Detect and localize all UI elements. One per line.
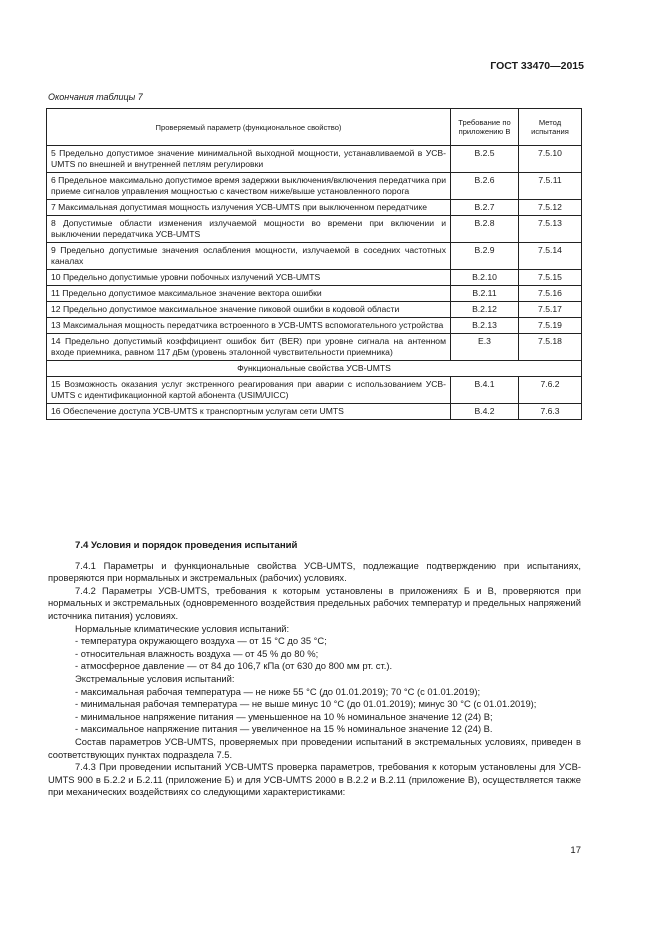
list-item: - максимальная рабочая температура — не ниже 55 °С (до 01.01.2019); 70 °С (с 01.01.2019); [75,685,481,697]
table-row [47,286,582,302]
method-cell: 7.5.19 [519,318,582,334]
paragraph: Экстремальные условия испытаний: [75,672,235,684]
paragraph: 7.4.2 Параметры УСВ-UMTS, требования к которым установлены в приложениях Б и В, проверяются при нормальных и экстремальных (одновременного воздействия предельных рабочих температур и предельных напряжений источника питания) условиях. [48,584,581,621]
requirement-cell: B.2.9 [451,243,519,270]
list-item: - минимальное напряжение питания — уменьшенное на 10 % номинальное значение 12 (24) В; [75,710,493,722]
parameter-cell: 9 Предельно допустимые значения ослабления мощности, излучаемой в соседних частотных каналах [47,243,451,270]
method-cell: 7.5.15 [519,270,582,286]
parameters-table [46,108,582,420]
table-row [47,318,582,334]
parameter-cell: 6 Предельное максимально допустимое время задержки выключения/включения передатчика при приеме сигналов управления мощностью с качеством ниже/выше установленного порога [47,173,451,200]
parameter-cell: 11 Предельно допустимое максимальное значение вектора ошибки [47,286,451,302]
section-7-4 [48,540,581,799]
section-label: Функциональные свойства УСВ-UMTS [47,361,582,377]
header-requirement: Требование по приложению В [451,109,519,146]
list-item: - температура окружающего воздуха — от 15 °С до 35 °С; [75,635,327,647]
requirement-cell: B.2.6 [451,173,519,200]
paragraph: 7.4.1 Параметры и функциональные свойства УСВ-UMTS, подлежащие подтверждению при испытаниях, проверяются при нормальных и экстремальных (рабочих) условиях. [48,559,581,584]
method-cell: 7.5.18 [519,334,582,361]
parameter-cell: 12 Предельно допустимое максимальное значение пиковой ошибки в кодовой области [47,302,451,318]
header-method: Метод испытания [519,109,582,146]
table-row [47,200,582,216]
page-number: 17 [570,845,581,856]
section-title: 7.4 Условия и порядок проведения испытаний [75,540,298,551]
method-cell: 7.5.16 [519,286,582,302]
requirement-cell: B.2.10 [451,270,519,286]
parameter-cell: 7 Максимальная допустимая мощность излучения УСВ-UMTS при выключенном передатчике [47,200,451,216]
requirement-cell: B.2.13 [451,318,519,334]
list-item: - относительная влажность воздуха — от 45 % до 80 %; [75,647,319,659]
requirement-cell: B.2.5 [451,146,519,173]
table-row [47,302,582,318]
list-item: - максимальное напряжение питания — увеличенное на 15 % номинальное значение 12 (24) В. [75,723,493,735]
table-header-row [47,109,582,146]
requirement-cell: В.4.1 [451,377,519,404]
list-item: - минимальная рабочая температура — не выше минус 10 °С (до 01.01.2019); минус 30 °С (с 01.01.2019); [75,698,537,710]
header-parameter: Проверяемый параметр (функциональное свойство) [47,109,451,146]
method-cell: 7.5.17 [519,302,582,318]
requirement-cell: В.4.2 [451,404,519,420]
parameter-cell: 16 Обеспечение доступа УСВ-UMTS к транспортным услугам сети UMTS [47,404,451,420]
method-cell: 7.5.13 [519,216,582,243]
parameter-cell: 5 Предельно допустимое значение минимальной выходной мощности, устанавливаемой в УСВ-UMTS по внешней и внутренней петлям регулировки [47,146,451,173]
paragraph: Нормальные климатические условия испытаний: [75,622,290,634]
parameter-cell: 8 Допустимые области изменения излучаемой мощности во времени при включении и выключении передатчика УСВ-UMTS [47,216,451,243]
requirement-cell: B.2.7 [451,200,519,216]
table-row [47,216,582,243]
paragraph: 7.4.3 При проведении испытаний УСВ-UMTS проверка параметров, требования к которым установлены для УСВ-UMTS 900 в Б.2.2 и Б.2.11 (приложение Б) и для УСВ-UMTS 2000 в В.2.2 и В.2.11 (приложение В), осуществляется также при механических воздействиях со следующими характеристиками: [48,761,581,798]
method-cell: 7.6.2 [519,377,582,404]
method-cell: 7.5.12 [519,200,582,216]
method-cell: 7.5.10 [519,146,582,173]
method-cell: 7.5.11 [519,173,582,200]
method-cell: 7.6.3 [519,404,582,420]
method-cell: 7.5.14 [519,243,582,270]
requirement-cell: B.2.8 [451,216,519,243]
table-row [47,146,582,173]
requirement-cell: B.2.11 [451,286,519,302]
section-row [47,361,582,377]
table-caption: Окончания таблицы 7 [48,92,143,102]
table-row [47,243,582,270]
parameter-cell: 14 Предельно допустимый коэффициент ошибок бит (BER) при уровне сигнала на антенном входе приемника, равном 117 дБм (уровень эталонной чувствительности приемника) [47,334,451,361]
list-item: - атмосферное давление — от 84 до 106,7 кПа (от 630 до 800 мм рт. ст.). [75,660,393,672]
table-row [47,377,582,404]
parameter-cell: 13 Максимальная мощность передатчика встроенного в УСВ-UMTS вспомогательного устройства [47,318,451,334]
requirement-cell: Е.3 [451,334,519,361]
standard-number: ГОСТ 33470—2015 [490,60,584,72]
requirement-cell: B.2.12 [451,302,519,318]
table-row [47,404,582,420]
table-row [47,173,582,200]
paragraph: Состав параметров УСВ-UMTS, проверяемых при проведении испытаний в экстремальных условиях, приведен в соответствующих пунктах подраздела 7.5. [48,735,581,760]
parameter-cell: 15 Возможность оказания услуг экстренного реагирования при аварии с использованием УСВ-UMTS с идентификационной картой абонента (USIM/UICC) [47,377,451,404]
table-row [47,334,582,361]
table-row [47,270,582,286]
parameter-cell: 10 Предельно допустимые уровни побочных излучений УСВ-UMTS [47,270,451,286]
